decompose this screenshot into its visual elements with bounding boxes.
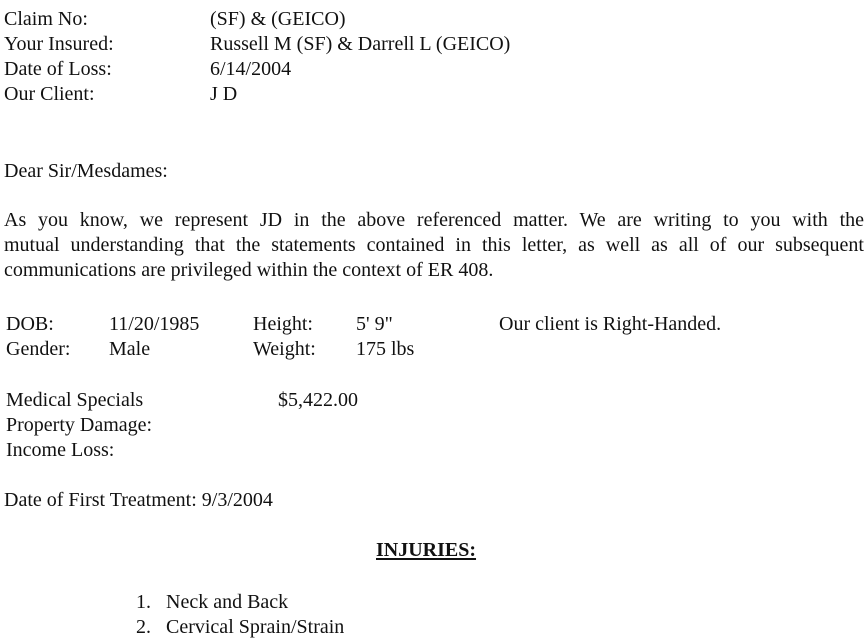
claim-no-label: Claim No: [4,8,88,30]
injuries-heading: INJURIES: [376,539,477,561]
gender-value: Male [109,338,151,360]
weight-label: Weight: [253,338,316,360]
property-damage-label: Property Damage: [6,414,153,436]
injury-item-2 [136,615,344,640]
injury-text: Neck and Back [166,591,289,613]
gender-label: Gender: [6,338,71,360]
insured-value: Russell M (SF) & Darrell L (GEICO) [210,33,511,55]
claim-no-row [4,7,864,32]
insured-label: Your Insured: [4,33,114,55]
date-of-loss-value: 6/14/2004 [210,58,292,80]
paragraph-line-1: As you know, we represent JD in the above referenced matter. We are writing to you with the [4,209,864,231]
handedness-note: Our client is Right-Handed. [499,313,722,335]
salutation: Dear Sir/Mesdames: [4,160,168,182]
height-label: Height: [253,313,313,335]
weight-value: 175 lbs [356,338,415,360]
insured-row [4,32,864,57]
client-label: Our Client: [4,83,95,105]
claim-no-value: (SF) & (GEICO) [210,8,346,30]
medical-specials-value: $5,422.00 [278,389,358,411]
paragraph-line-2: mutual understanding that the statements contained in this letter, as well as all of our subsequent [4,234,864,256]
body-paragraph [4,208,864,283]
client-row [4,82,864,107]
date-of-loss-label: Date of Loss: [4,58,112,80]
injury-item-1 [136,590,288,615]
injury-number: 1. [136,591,151,613]
paragraph-line-3: communications are privileged within the context of ER 408. [4,259,494,281]
date-of-loss-row [4,57,864,82]
injury-text: Cervical Sprain/Strain [166,616,345,638]
dob-label: DOB: [6,313,54,335]
first-treatment: Date of First Treatment: 9/3/2004 [4,489,273,511]
client-value: J D [210,83,238,105]
injury-number: 2. [136,616,151,638]
income-loss-label: Income Loss: [6,439,115,461]
medical-specials-label: Medical Specials [6,389,144,411]
dob-value: 11/20/1985 [109,313,200,335]
height-value: 5' 9" [356,313,393,335]
